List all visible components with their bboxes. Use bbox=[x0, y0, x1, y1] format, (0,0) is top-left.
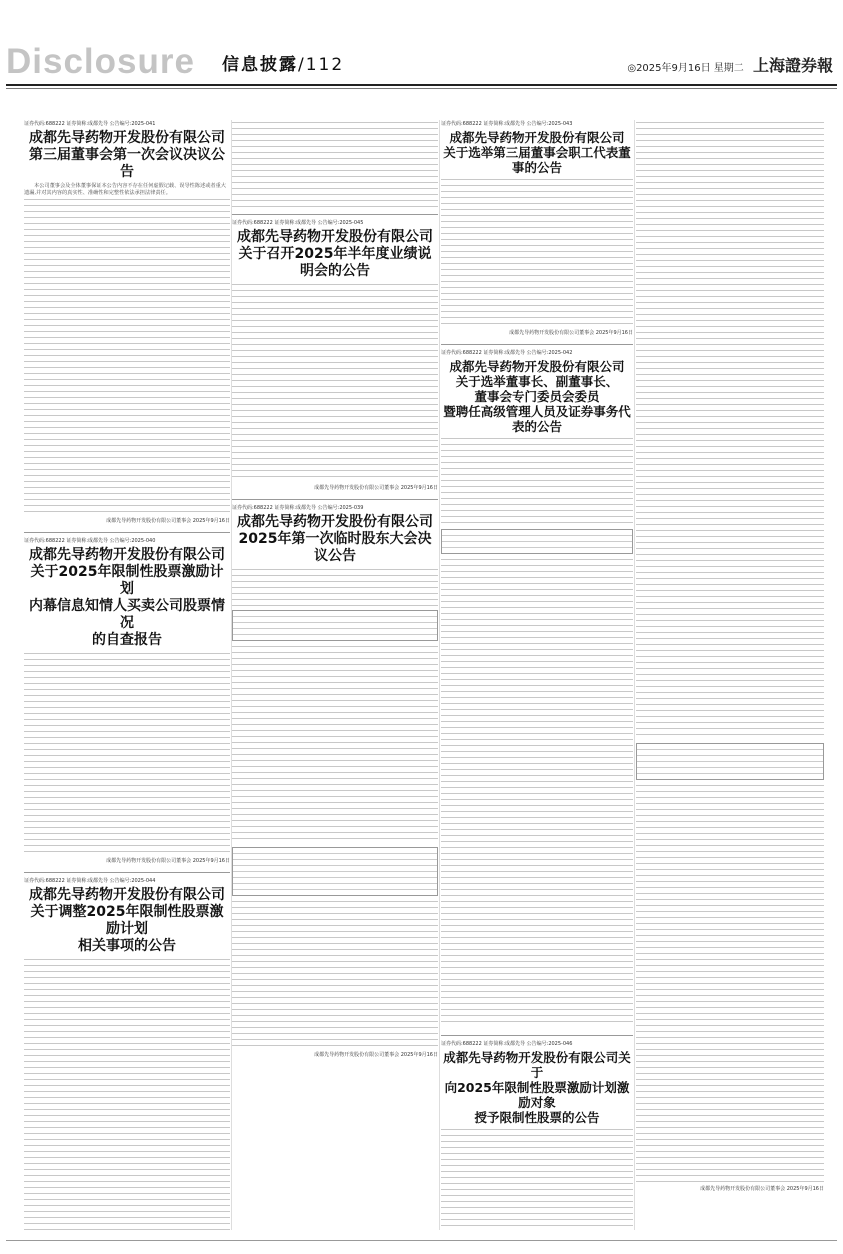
notice-intro: 本公司董事会及全体董事保证本公告内容不存在任何虚假记载、误导性陈述或者重大遗漏,并对其内容的真实性、准确性和完整性依法承担法律责任。 bbox=[24, 183, 226, 196]
page-number: /112 bbox=[298, 55, 345, 75]
notice-title-line: 向2025年限制性股票激励计划激励对象 bbox=[444, 1080, 630, 1110]
notice-body bbox=[232, 644, 438, 844]
voting-table bbox=[232, 610, 438, 641]
notice-adjust-incentive bbox=[24, 877, 230, 1230]
notice-body bbox=[24, 957, 230, 1230]
header-rule-thin bbox=[6, 88, 837, 89]
column-3 bbox=[441, 120, 633, 1230]
notice-title bbox=[24, 887, 230, 955]
notice-title-line: 关于召开2025年半年度业绩说明会的公告 bbox=[238, 246, 432, 279]
notice-body bbox=[24, 651, 230, 855]
notice-title-line: 成都先导药物开发股份有限公司 bbox=[449, 359, 625, 374]
notice-code: 证券代码:688222 证券简称:成都先导 公告编号:2025-042 bbox=[441, 350, 573, 356]
continued-body bbox=[636, 783, 824, 1183]
continued-body bbox=[232, 120, 438, 210]
notice-title-line: 成都先导药物开发股份有限公司 bbox=[449, 130, 625, 145]
notice-insider-selfcheck bbox=[24, 537, 230, 864]
notice-employee-director bbox=[441, 120, 633, 336]
notice-title bbox=[441, 1050, 633, 1125]
notice-elect-chairman bbox=[441, 349, 633, 1027]
notice-earnings-call bbox=[232, 219, 438, 491]
notice-body bbox=[232, 567, 438, 607]
notice-code: 证券代码:688222 证券简称:成都先导 公告编号:2025-043 bbox=[441, 121, 573, 127]
voting-table bbox=[232, 847, 438, 896]
notice-body bbox=[232, 899, 438, 1049]
table-row bbox=[637, 774, 823, 779]
notice-signoff: 成都先导药物开发股份有限公司董事会 2025年9月16日 bbox=[106, 518, 230, 524]
notice-divider bbox=[441, 1035, 633, 1036]
continued-body bbox=[636, 120, 824, 740]
notice-divider bbox=[232, 499, 438, 500]
notice-code: 证券代码:688222 证券简称:成都先导 公告编号:2025-039 bbox=[232, 505, 364, 511]
notice-body bbox=[441, 557, 633, 1027]
notice-divider bbox=[24, 872, 230, 873]
notice-board-resolution bbox=[24, 120, 230, 524]
notice-divider bbox=[441, 344, 633, 345]
notice-title-line: 第三届董事会第一次会议决议公告 bbox=[29, 147, 225, 180]
notice-title-line: 关于2025年限制性股票激励计划 bbox=[30, 564, 224, 597]
notice-title-line: 成都先导药物开发股份有限公司 bbox=[237, 514, 433, 530]
notice-title bbox=[441, 130, 633, 175]
header-meta bbox=[627, 53, 833, 76]
issue-date: ◎2025年9月16日 bbox=[627, 63, 711, 74]
notice-signoff: 成都先导药物开发股份有限公司董事会 2025年9月16日 bbox=[106, 858, 230, 864]
table-row bbox=[233, 890, 437, 895]
column-divider bbox=[634, 120, 635, 1230]
notice-signoff: 成都先导药物开发股份有限公司董事会 2025年9月16日 bbox=[700, 1186, 824, 1192]
notice-body bbox=[441, 177, 633, 327]
notice-title-line: 相关事项的公告 bbox=[78, 938, 176, 954]
notice-divider bbox=[232, 214, 438, 215]
notice-code: 证券代码:688222 证券简称:成都先导 公告编号:2025-041 bbox=[24, 121, 156, 127]
notice-title bbox=[232, 514, 438, 565]
notice-title bbox=[232, 229, 438, 280]
notice-title-line: 董事会专门委员会委员 bbox=[474, 389, 600, 404]
notice-title-line: 成都先导药物开发股份有限公司 bbox=[29, 130, 225, 146]
notice-title bbox=[24, 130, 230, 181]
paper-name: 上海證券報 bbox=[752, 56, 833, 75]
notice-title bbox=[441, 359, 633, 434]
notice-grant-restricted bbox=[441, 1040, 633, 1230]
column-2 bbox=[232, 120, 438, 1230]
notice-title-line: 暨聘任高级管理人员及证券事务代表的公告 bbox=[443, 404, 631, 434]
notice-body bbox=[232, 282, 438, 482]
notice-body bbox=[441, 1127, 633, 1230]
notice-signoff: 成都先导药物开发股份有限公司董事会 2025年9月16日 bbox=[314, 485, 438, 491]
notice-title-line: 授予限制性股票的公告 bbox=[474, 1110, 600, 1125]
grant-allocation-table bbox=[636, 743, 824, 780]
brand-logo: Disclosure bbox=[6, 42, 195, 81]
notice-title-line: 成都先导药物开发股份有限公司 bbox=[29, 547, 225, 563]
notice-code: 证券代码:688222 证券简称:成都先导 公告编号:2025-046 bbox=[441, 1041, 573, 1047]
issue-weekday: 星期二 bbox=[713, 63, 744, 74]
header-rule bbox=[6, 84, 837, 86]
notice-title-line: 成都先导药物开发股份有限公司 bbox=[29, 887, 225, 903]
notice-title bbox=[24, 547, 230, 649]
column-divider bbox=[439, 120, 440, 1230]
section-title bbox=[222, 50, 344, 75]
notice-signoff: 成都先导药物开发股份有限公司董事会 2025年9月16日 bbox=[509, 330, 633, 336]
notice-title-line: 关于选举第三届董事会职工代表董事的公告 bbox=[443, 145, 631, 175]
column-1 bbox=[24, 120, 230, 1230]
notice-title-line: 内幕信息知情人买卖公司股票情况 bbox=[29, 598, 225, 631]
column-4 bbox=[636, 120, 824, 1230]
notice-title-line: 关于调整2025年限制性股票激励计划 bbox=[30, 904, 224, 937]
notice-body bbox=[441, 436, 633, 526]
notice-title-line: 2025年第一次临时股东大会决议公告 bbox=[238, 531, 432, 564]
table-row bbox=[442, 548, 632, 553]
notice-code: 证券代码:688222 证券简称:成都先导 公告编号:2025-045 bbox=[232, 220, 364, 226]
notice-title-line: 成都先导药物开发股份有限公司 bbox=[237, 229, 433, 245]
table-row bbox=[233, 635, 437, 640]
footer-rule bbox=[6, 1240, 837, 1241]
notice-title-line: 关于选举董事长、副董事长、 bbox=[455, 374, 619, 389]
notice-body bbox=[24, 197, 230, 515]
notice-code: 证券代码:688222 证券简称:成都先导 公告编号:2025-040 bbox=[24, 538, 156, 544]
masthead bbox=[0, 0, 843, 80]
notice-divider bbox=[24, 532, 230, 533]
notice-title-line: 的自查报告 bbox=[92, 632, 162, 648]
notice-code: 证券代码:688222 证券简称:成都先导 公告编号:2025-044 bbox=[24, 878, 156, 884]
committee-table bbox=[441, 529, 633, 554]
notice-shareholder-meeting bbox=[232, 504, 438, 1058]
notice-title-line: 成都先导药物开发股份有限公司关于 bbox=[443, 1050, 631, 1080]
notice-signoff: 成都先导药物开发股份有限公司董事会 2025年9月16日 bbox=[314, 1052, 438, 1058]
section-label: 信息披露 bbox=[222, 55, 298, 75]
